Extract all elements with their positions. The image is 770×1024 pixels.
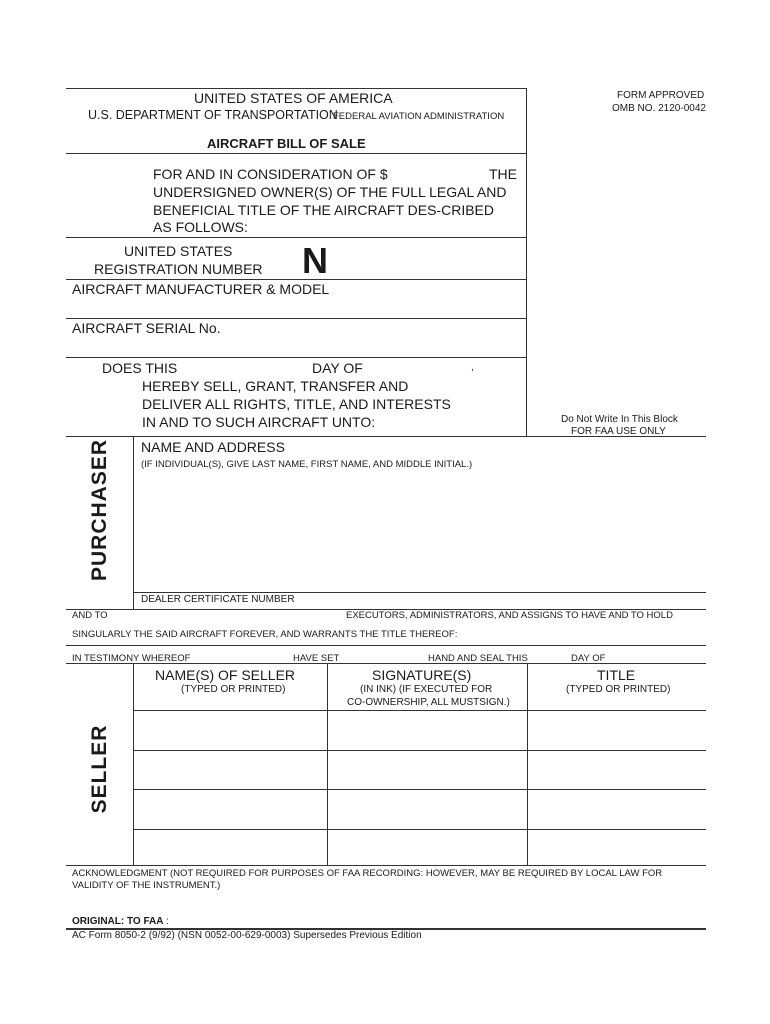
testimony-label: IN TESTIMONY WHEREOF: [72, 653, 191, 664]
faa-block-divider: [526, 88, 527, 436]
does-this-label: DOES THIS: [102, 360, 178, 376]
consideration-line-4: AS FOLLOWS:: [153, 219, 248, 235]
have-set-label: HAVE SET: [293, 653, 340, 664]
signature-sub-1: (IN INK) (IF EXECUTED FOR: [360, 684, 493, 695]
purchaser-side-divider: [133, 436, 134, 609]
manufacturer-label: AIRCRAFT MANUFACTURER & MODEL: [72, 281, 330, 297]
original-to-faa: ORIGINAL: TO FAA: [72, 916, 164, 927]
name-address-label: NAME AND ADDRESS: [141, 439, 285, 455]
seller-bottom-rule: [66, 865, 706, 866]
faa-block-notice: Do Not Write In This Block: [561, 414, 678, 425]
seller-side-label: SELLER: [88, 724, 111, 814]
signature-sub-2: CO-OWNERSHIP, ALL MUSTSIGN.): [347, 697, 510, 708]
day-of-comma: ,: [471, 362, 474, 373]
top-rule: [66, 88, 526, 89]
seller-name-header: NAME(S) OF SELLER: [155, 667, 296, 683]
title-sub: (TYPED OR PRINTED): [566, 684, 671, 695]
form-title: AIRCRAFT BILL OF SALE: [207, 136, 366, 151]
seller-col-divider-2: [527, 663, 528, 865]
executors-text: EXECUTORS, ADMINISTRATORS, AND ASSIGNS TO HAVE AND TO HOLD: [346, 610, 673, 621]
consideration-rule: [66, 237, 526, 238]
seller-row-rule-2: [133, 750, 706, 751]
seller-row-rule-4: [133, 829, 706, 830]
agency-name: FEDERAL AVIATION ADMINISTRATION: [333, 111, 505, 122]
day-of-label: DAY OF: [312, 360, 363, 376]
and-to-label: AND TO: [72, 610, 108, 621]
warrants-text: SINGULARLY THE SAID AIRCRAFT FOREVER, AND WARRANTS THE TITLE THEREOF:: [72, 629, 458, 640]
country-heading: UNITED STATES OF AMERICA: [194, 90, 393, 106]
serial-label: AIRCRAFT SERIAL No.: [72, 320, 221, 336]
testimony-day-of: DAY OF: [571, 653, 606, 664]
transfer-line-4: IN AND TO SUCH AIRCRAFT UNTO:: [142, 414, 376, 430]
registration-rule: [66, 279, 526, 280]
registration-label-1: UNITED STATES: [124, 243, 233, 259]
title-header: TITLE: [597, 667, 636, 683]
faa-use-only: FOR FAA USE ONLY: [571, 426, 666, 437]
seller-row-rule-1: [133, 710, 706, 711]
department-name: U.S. DEPARTMENT OF TRANSPORTATION: [88, 108, 338, 122]
name-instructions: (IF INDIVIDUAL(S), GIVE LAST NAME, FIRST NAME, AND MIDDLE INITIAL.): [141, 459, 473, 470]
seller-row-rule-3: [133, 789, 706, 790]
acknowledgment-line-1: ACKNOWLEDGMENT (NOT REQUIRED FOR PURPOSES OF FAA RECORDING: HOWEVER, MAY BE REQUIRED BY LOCAL LAW FOR: [72, 868, 663, 879]
dealer-rule: [133, 592, 706, 593]
seller-name-sub: (TYPED OR PRINTED): [181, 684, 286, 695]
consideration-line-3: BENEFICIAL TITLE OF THE AIRCRAFT DES-CRIBED: [153, 202, 494, 218]
original-colon: :: [166, 916, 169, 927]
acknowledgment-line-2: VALIDITY OF THE INSTRUMENT.): [72, 880, 221, 891]
purchaser-side-label: PURCHASER: [88, 438, 111, 581]
title-rule: [66, 153, 526, 154]
and-to-rule: [66, 645, 706, 646]
transfer-line-2: HEREBY SELL, GRANT, TRANSFER AND: [142, 378, 409, 394]
consideration-line-1: FOR AND IN CONSIDERATION OF $: [153, 166, 388, 182]
serial-rule: [66, 357, 526, 358]
manufacturer-rule: [66, 318, 526, 319]
omb-number: OMB NO. 2120-0042: [612, 103, 706, 114]
registration-n-prefix: N: [302, 240, 328, 281]
form-approved-label: FORM APPROVED: [617, 90, 705, 101]
dealer-certificate-label: DEALER CERTIFICATE NUMBER: [141, 594, 295, 605]
consideration-line-2: UNDERSIGNED OWNER(S) OF THE FULL LEGAL AND: [153, 184, 507, 200]
hand-seal-label: HAND AND SEAL THIS: [428, 653, 528, 664]
seller-col-divider-1: [327, 663, 328, 865]
consideration-the: THE: [489, 166, 517, 182]
seller-side-divider: [133, 663, 134, 865]
form-info: AC Form 8050-2 (9/92) (NSN 0052-00-629-0003) Supersedes Previous Edition: [72, 930, 422, 941]
registration-label-2: REGISTRATION NUMBER: [94, 261, 263, 277]
transfer-line-3: DELIVER ALL RIGHTS, TITLE, AND INTERESTS: [142, 396, 451, 412]
signature-header: SIGNATURE(S): [372, 667, 472, 683]
